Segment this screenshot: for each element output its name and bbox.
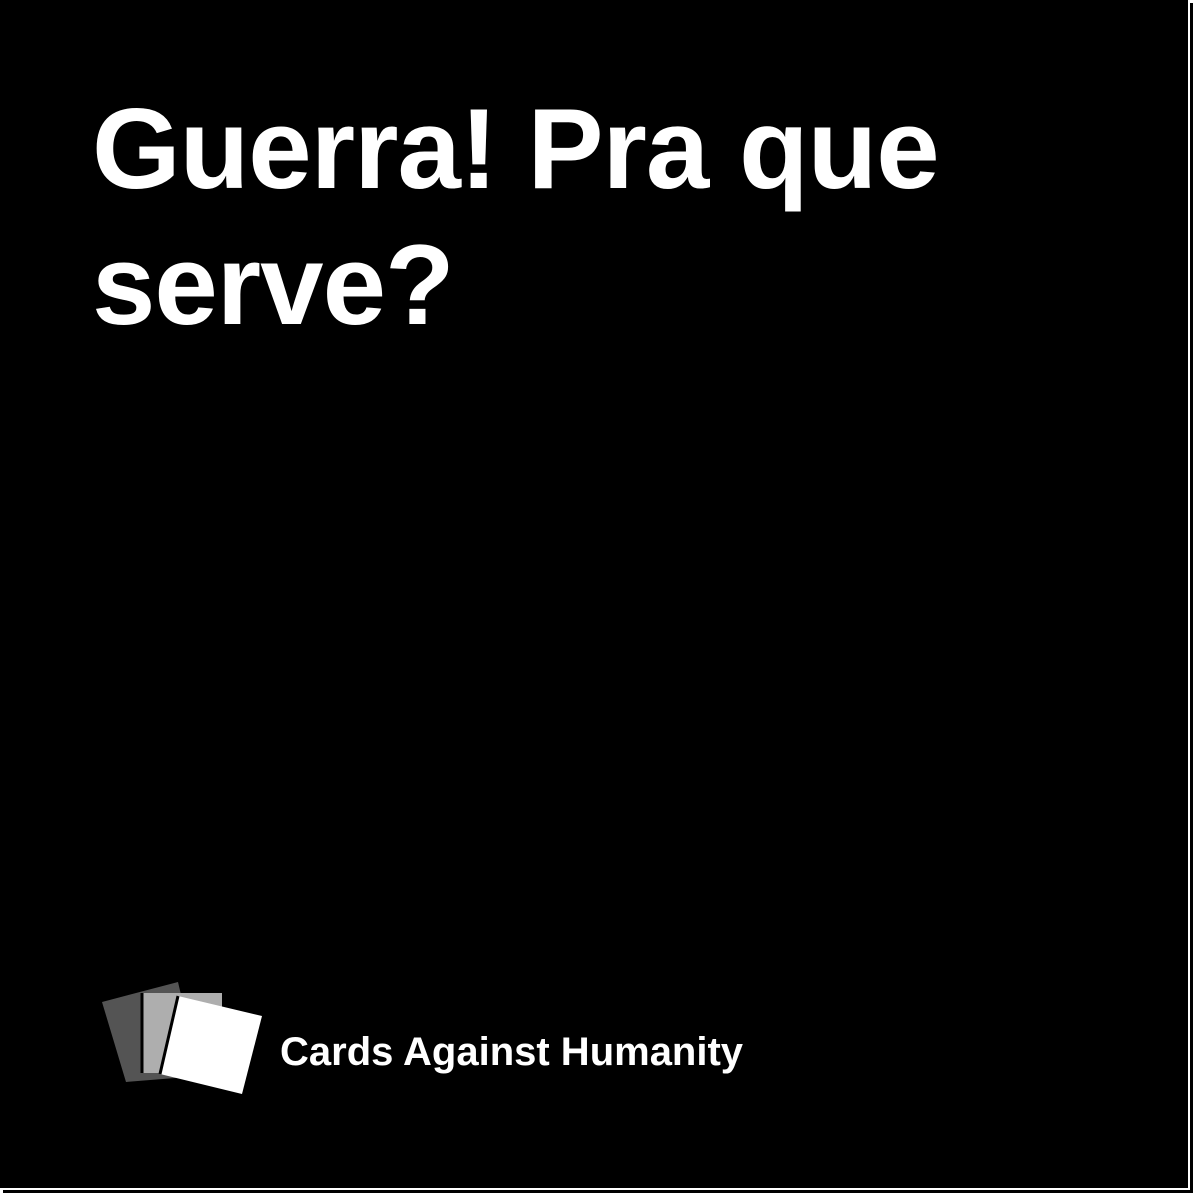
card-prompt-text: Guerra! Pra que serve? [92, 86, 939, 349]
stacked-cards-icon [100, 978, 270, 1098]
brand-footer [100, 978, 800, 1098]
brand-name: Cards Against Humanity [280, 1030, 744, 1074]
